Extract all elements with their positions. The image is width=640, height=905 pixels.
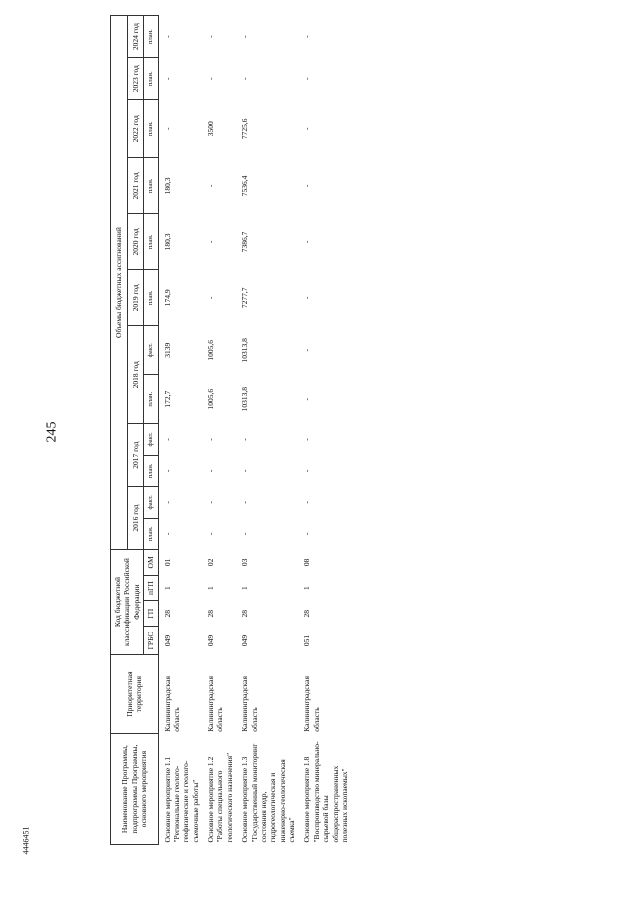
row-pgp: 1 bbox=[302, 586, 312, 590]
table-row bbox=[202, 16, 236, 845]
header-2017: 2017 год bbox=[127, 424, 144, 487]
header-2016-fact: факт. bbox=[144, 487, 158, 518]
value-cell: 180,3 bbox=[162, 177, 172, 195]
header-2016-plan: план. bbox=[144, 518, 158, 549]
header-2021: 2021 год bbox=[127, 158, 144, 214]
budget-table bbox=[110, 15, 351, 845]
header-2023: 2023 год bbox=[127, 58, 144, 100]
value-cell: - bbox=[206, 469, 215, 473]
header-2022: 2022 год bbox=[127, 100, 144, 158]
value-cell: - bbox=[302, 184, 312, 188]
header-om: ОМ bbox=[144, 550, 158, 576]
value-cell: - bbox=[302, 349, 312, 352]
value-cell: 7536,4 bbox=[240, 175, 250, 197]
header-2018-plan: план. bbox=[144, 375, 158, 424]
header-2018: 2018 год bbox=[127, 326, 144, 424]
row-gp: 28 bbox=[240, 609, 250, 618]
header-2024-plan: план. bbox=[144, 16, 158, 58]
row-gp: 28 bbox=[206, 609, 215, 618]
header-2024: 2024 год bbox=[127, 16, 144, 58]
value-cell: - bbox=[302, 35, 312, 38]
value-cell: - bbox=[302, 469, 312, 473]
row-territory: Калининградская область bbox=[302, 676, 321, 732]
value-cell: - bbox=[162, 532, 172, 536]
value-cell: - bbox=[302, 296, 312, 300]
value-cell: - bbox=[240, 501, 250, 504]
value-cell: - bbox=[206, 35, 215, 38]
value-cell: - bbox=[206, 240, 215, 244]
value-cell: - bbox=[206, 77, 215, 80]
row-name: Основное мероприятие 1.3 "Государственный мониторинг состояния недр, гидрогеологическая и инженерно-геологическая съемка" bbox=[240, 743, 296, 843]
header-2022-plan: план. bbox=[144, 100, 158, 158]
value-cell: - bbox=[162, 469, 172, 473]
value-cell: - bbox=[240, 35, 250, 38]
value-cell: - bbox=[240, 469, 250, 473]
value-cell: - bbox=[240, 77, 250, 80]
header-2023-plan: план. bbox=[144, 58, 158, 100]
row-om: 02 bbox=[206, 558, 215, 567]
row-om: 03 bbox=[240, 558, 250, 567]
header-2020-plan: план. bbox=[144, 214, 158, 270]
value-cell: 3500 bbox=[206, 121, 215, 137]
value-cell: 1005,6 bbox=[206, 339, 215, 361]
table-row bbox=[236, 16, 298, 845]
header-gp: ГП bbox=[144, 601, 158, 627]
value-cell: - bbox=[206, 184, 215, 188]
row-grbs: 049 bbox=[240, 634, 250, 647]
header-2018-fact: факт. bbox=[144, 326, 158, 375]
row-grbs: 049 bbox=[206, 634, 215, 647]
value-cell: - bbox=[206, 438, 215, 441]
value-cell: 180,3 bbox=[162, 233, 172, 251]
value-cell: - bbox=[302, 77, 312, 80]
header-2017-plan: план. bbox=[144, 455, 158, 486]
header-volume: Объемы бюджетных ассигнований bbox=[111, 16, 128, 550]
value-cell: 1005,6 bbox=[206, 388, 215, 410]
row-gp: 28 bbox=[302, 609, 312, 618]
value-cell: - bbox=[302, 397, 312, 401]
value-cell: - bbox=[162, 127, 172, 131]
value-cell: - bbox=[206, 532, 215, 536]
value-cell: - bbox=[162, 501, 172, 504]
value-cell: - bbox=[302, 438, 312, 441]
table-row bbox=[158, 16, 202, 845]
row-name: Основное мероприятие 1.2 "Работы специального геологического назначения" bbox=[206, 752, 234, 843]
row-name: Основное мероприятие 1.1 "Региональные геолого-геофизические и геолого-съемочные работы" bbox=[162, 756, 200, 843]
value-cell: 174,9 bbox=[162, 289, 172, 307]
row-territory: Калининградская область bbox=[206, 676, 225, 732]
value-cell: - bbox=[302, 240, 312, 244]
value-cell: 7386,7 bbox=[240, 231, 250, 253]
row-pgp: 1 bbox=[162, 586, 172, 590]
value-cell: - bbox=[162, 35, 172, 38]
rotated-table-container bbox=[110, 15, 630, 845]
value-cell: 3139 bbox=[162, 342, 172, 358]
row-grbs: 051 bbox=[302, 634, 312, 647]
value-cell: - bbox=[302, 532, 312, 536]
value-cell: 10313,8 bbox=[240, 387, 250, 412]
value-cell: - bbox=[206, 501, 215, 504]
row-om: 01 bbox=[162, 558, 172, 567]
value-cell: 10313,8 bbox=[240, 338, 250, 363]
value-cell: 7277,7 bbox=[240, 287, 250, 309]
row-pgp: 1 bbox=[206, 586, 215, 590]
value-cell: - bbox=[240, 532, 250, 536]
row-gp: 28 bbox=[162, 609, 172, 618]
value-cell: 172,7 bbox=[162, 390, 172, 408]
document-id: 4446451 bbox=[21, 826, 31, 855]
header-pgp: пГП bbox=[144, 575, 158, 601]
row-pgp: 1 bbox=[240, 586, 250, 590]
value-cell: - bbox=[162, 438, 172, 441]
header-2021-plan: план. bbox=[144, 158, 158, 214]
header-2017-fact: факт. bbox=[144, 424, 158, 455]
value-cell: - bbox=[206, 296, 215, 300]
value-cell: - bbox=[302, 501, 312, 504]
row-om: 08 bbox=[302, 558, 312, 567]
header-2019-plan: план. bbox=[144, 270, 158, 326]
header-territory: Приоритетная территория bbox=[111, 655, 159, 734]
value-cell: - bbox=[240, 438, 250, 441]
header-name: Наименование Программы, подпрограммы Программы, основного мероприятия bbox=[111, 734, 159, 845]
value-cell: 7725,6 bbox=[240, 118, 250, 140]
value-cell: - bbox=[302, 127, 312, 131]
header-grbs: ГРБС bbox=[144, 627, 158, 655]
header-2020: 2020 год bbox=[127, 214, 144, 270]
header-2016: 2016 год bbox=[127, 487, 144, 550]
row-name: Основное мероприятие 1.8 "Воспроизводство минерально-сырьевой базы общераспространенных полезных ископаемых" bbox=[302, 741, 349, 843]
page-number: 245 bbox=[44, 421, 60, 443]
header-2019: 2019 год bbox=[127, 270, 144, 326]
table-row bbox=[298, 16, 351, 845]
row-territory: Калининградская область bbox=[240, 676, 259, 732]
row-grbs: 049 bbox=[162, 634, 172, 647]
value-cell: - bbox=[162, 77, 172, 80]
row-territory: Калининградская область bbox=[162, 676, 181, 732]
header-budget-code: Код бюджетной классификации Российской Федерации bbox=[111, 550, 144, 655]
